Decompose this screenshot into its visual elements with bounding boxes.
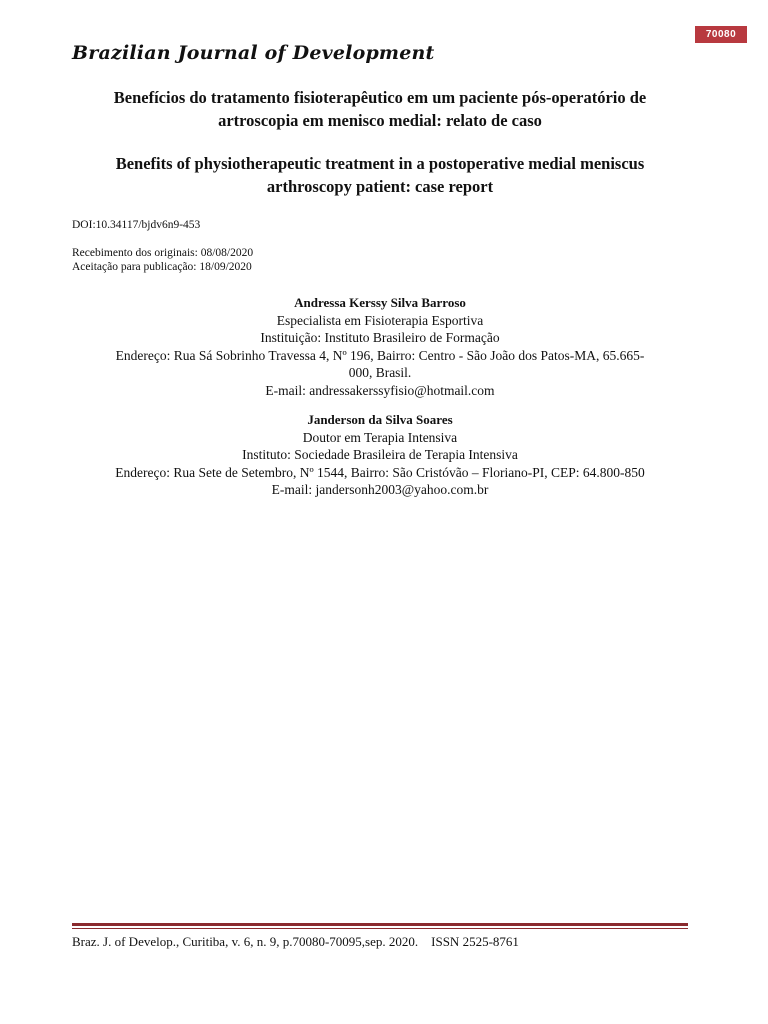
author-address: Endereço: Rua Sá Sobrinho Travessa 4, Nº 196, Bairro: Centro - São João dos Patos-MA, 65.665- [115,347,645,363]
journal-title: Brazilian Journal of Development [72,42,435,64]
author-degree: Doutor em Terapia Intensiva [302,429,458,445]
submission-dates [72,247,253,274]
author-address-cont: 000, Brasil. [348,365,412,380]
author-name: Andressa Kerssy Silva Barroso [294,295,466,310]
author-block-1 [72,294,688,399]
accepted-date: Aceitação para publicação: 18/09/2020 [72,260,252,273]
article-title-portuguese: Benefícios do tratamento fisioterapêutico em um paciente pós-operatório de artroscopia em menisco medial: relato de caso [113,88,647,130]
author-address: Endereço: Rua Sete de Setembro, Nº 1544, Bairro: São Cristóvão – Floriano-PI, CEP: 64.800-850 [115,464,645,480]
author-institution: Instituto: Sociedade Brasileira de Terapia Intensiva [242,447,518,462]
page-number-badge: 70080 [695,26,747,43]
received-date: Recebimento dos originais: 08/08/2020 [72,247,254,259]
author-institution: Instituição: Instituto Brasileiro de Formação [260,330,500,345]
footer-divider [72,923,688,929]
author-block-2 [72,411,688,499]
doi: DOI:10.34117/bjdv6n9-453 [72,219,201,231]
footer-citation: Braz. J. of Develop., Curitiba, v. 6, n. 9, p.70080-70095,sep. 2020. ISSN 2525-8761 [72,934,519,949]
author-email: E-mail: andressakerssyfisio@hotmail.com [265,382,495,398]
article-title-english: Benefits of physiotherapeutic treatment in a postoperative medial meniscus arthroscopy patient: case report [115,154,645,196]
author-email: E-mail: jandersonh2003@yahoo.com.br [271,482,489,497]
author-degree: Especialista em Fisioterapia Esportiva [276,312,484,328]
author-name: Janderson da Silva Soares [307,412,453,427]
